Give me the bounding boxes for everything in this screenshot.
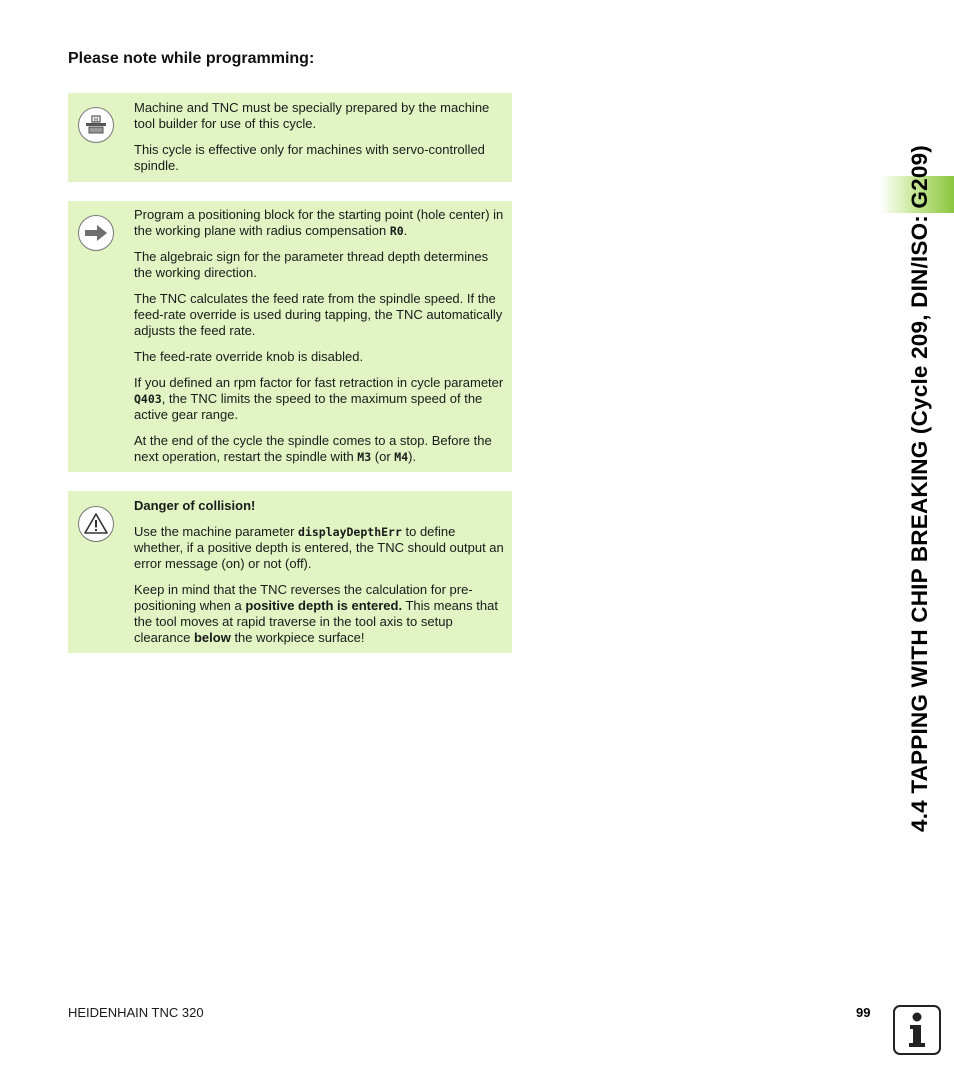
programming-note-p2: The algebraic sign for the parameter thread depth determines the working direction. bbox=[134, 249, 489, 280]
machine-builder-icon bbox=[78, 107, 114, 143]
warning-triangle-icon bbox=[78, 506, 114, 542]
machine-note-box bbox=[68, 93, 512, 182]
manual-name: HEIDENHAIN TNC 320 bbox=[68, 1005, 204, 1020]
collision-warning-p2: Keep in mind that the TNC reverses the calculation for pre-positioning when a positive depth is entered. This means that the tool moves at rapid traverse in the tool axis to setup clearance below the workpiece surface! bbox=[134, 582, 498, 645]
collision-warning-text bbox=[134, 498, 504, 646]
side-section-title-text: 4.4 TAPPING WITH CHIP BREAKING (Cycle 209, DIN/ISO: G209) bbox=[907, 145, 932, 832]
programming-note-p5: If you defined an rpm factor for fast retraction in cycle parameter Q403, the TNC limits the speed to the maximum speed of the active gear range. bbox=[134, 375, 504, 422]
arrow-right-icon bbox=[78, 215, 114, 251]
programming-note-p4: The feed-rate override knob is disabled. bbox=[134, 349, 364, 364]
svg-text:M: M bbox=[93, 117, 99, 124]
machine-note-p2: This cycle is effective only for machines with servo-controlled spindle. bbox=[134, 142, 485, 173]
info-icon[interactable] bbox=[893, 1005, 941, 1055]
collision-warning-p1: Use the machine parameter displayDepthErr to define whether, if a positive depth is entered, the TNC should output an error message (on) or not (off). bbox=[134, 524, 504, 571]
machine-note-text bbox=[134, 100, 504, 174]
programming-note-p3: The TNC calculates the feed rate from the spindle speed. If the feed-rate override is used during tapping, the TNC automatically adjusts the feed rate. bbox=[134, 291, 503, 338]
machine-note-p1: Machine and TNC must be specially prepared by the machine tool builder for use of this cycle. bbox=[134, 100, 490, 131]
programming-note-p6: At the end of the cycle the spindle comes to a stop. Before the next operation, restart the spindle with M3 (or M4). bbox=[134, 433, 492, 464]
programming-note-text bbox=[134, 207, 504, 465]
section-heading: Please note while programming: bbox=[68, 50, 315, 67]
collision-warning-box bbox=[68, 491, 512, 653]
collision-warning-title: Danger of collision! bbox=[134, 498, 256, 513]
programming-note-p1: Program a positioning block for the starting point (hole center) in the working plane with radius compensation R0. bbox=[134, 207, 504, 238]
programming-note-box bbox=[68, 201, 512, 472]
page-number: 99 bbox=[856, 1005, 871, 1020]
